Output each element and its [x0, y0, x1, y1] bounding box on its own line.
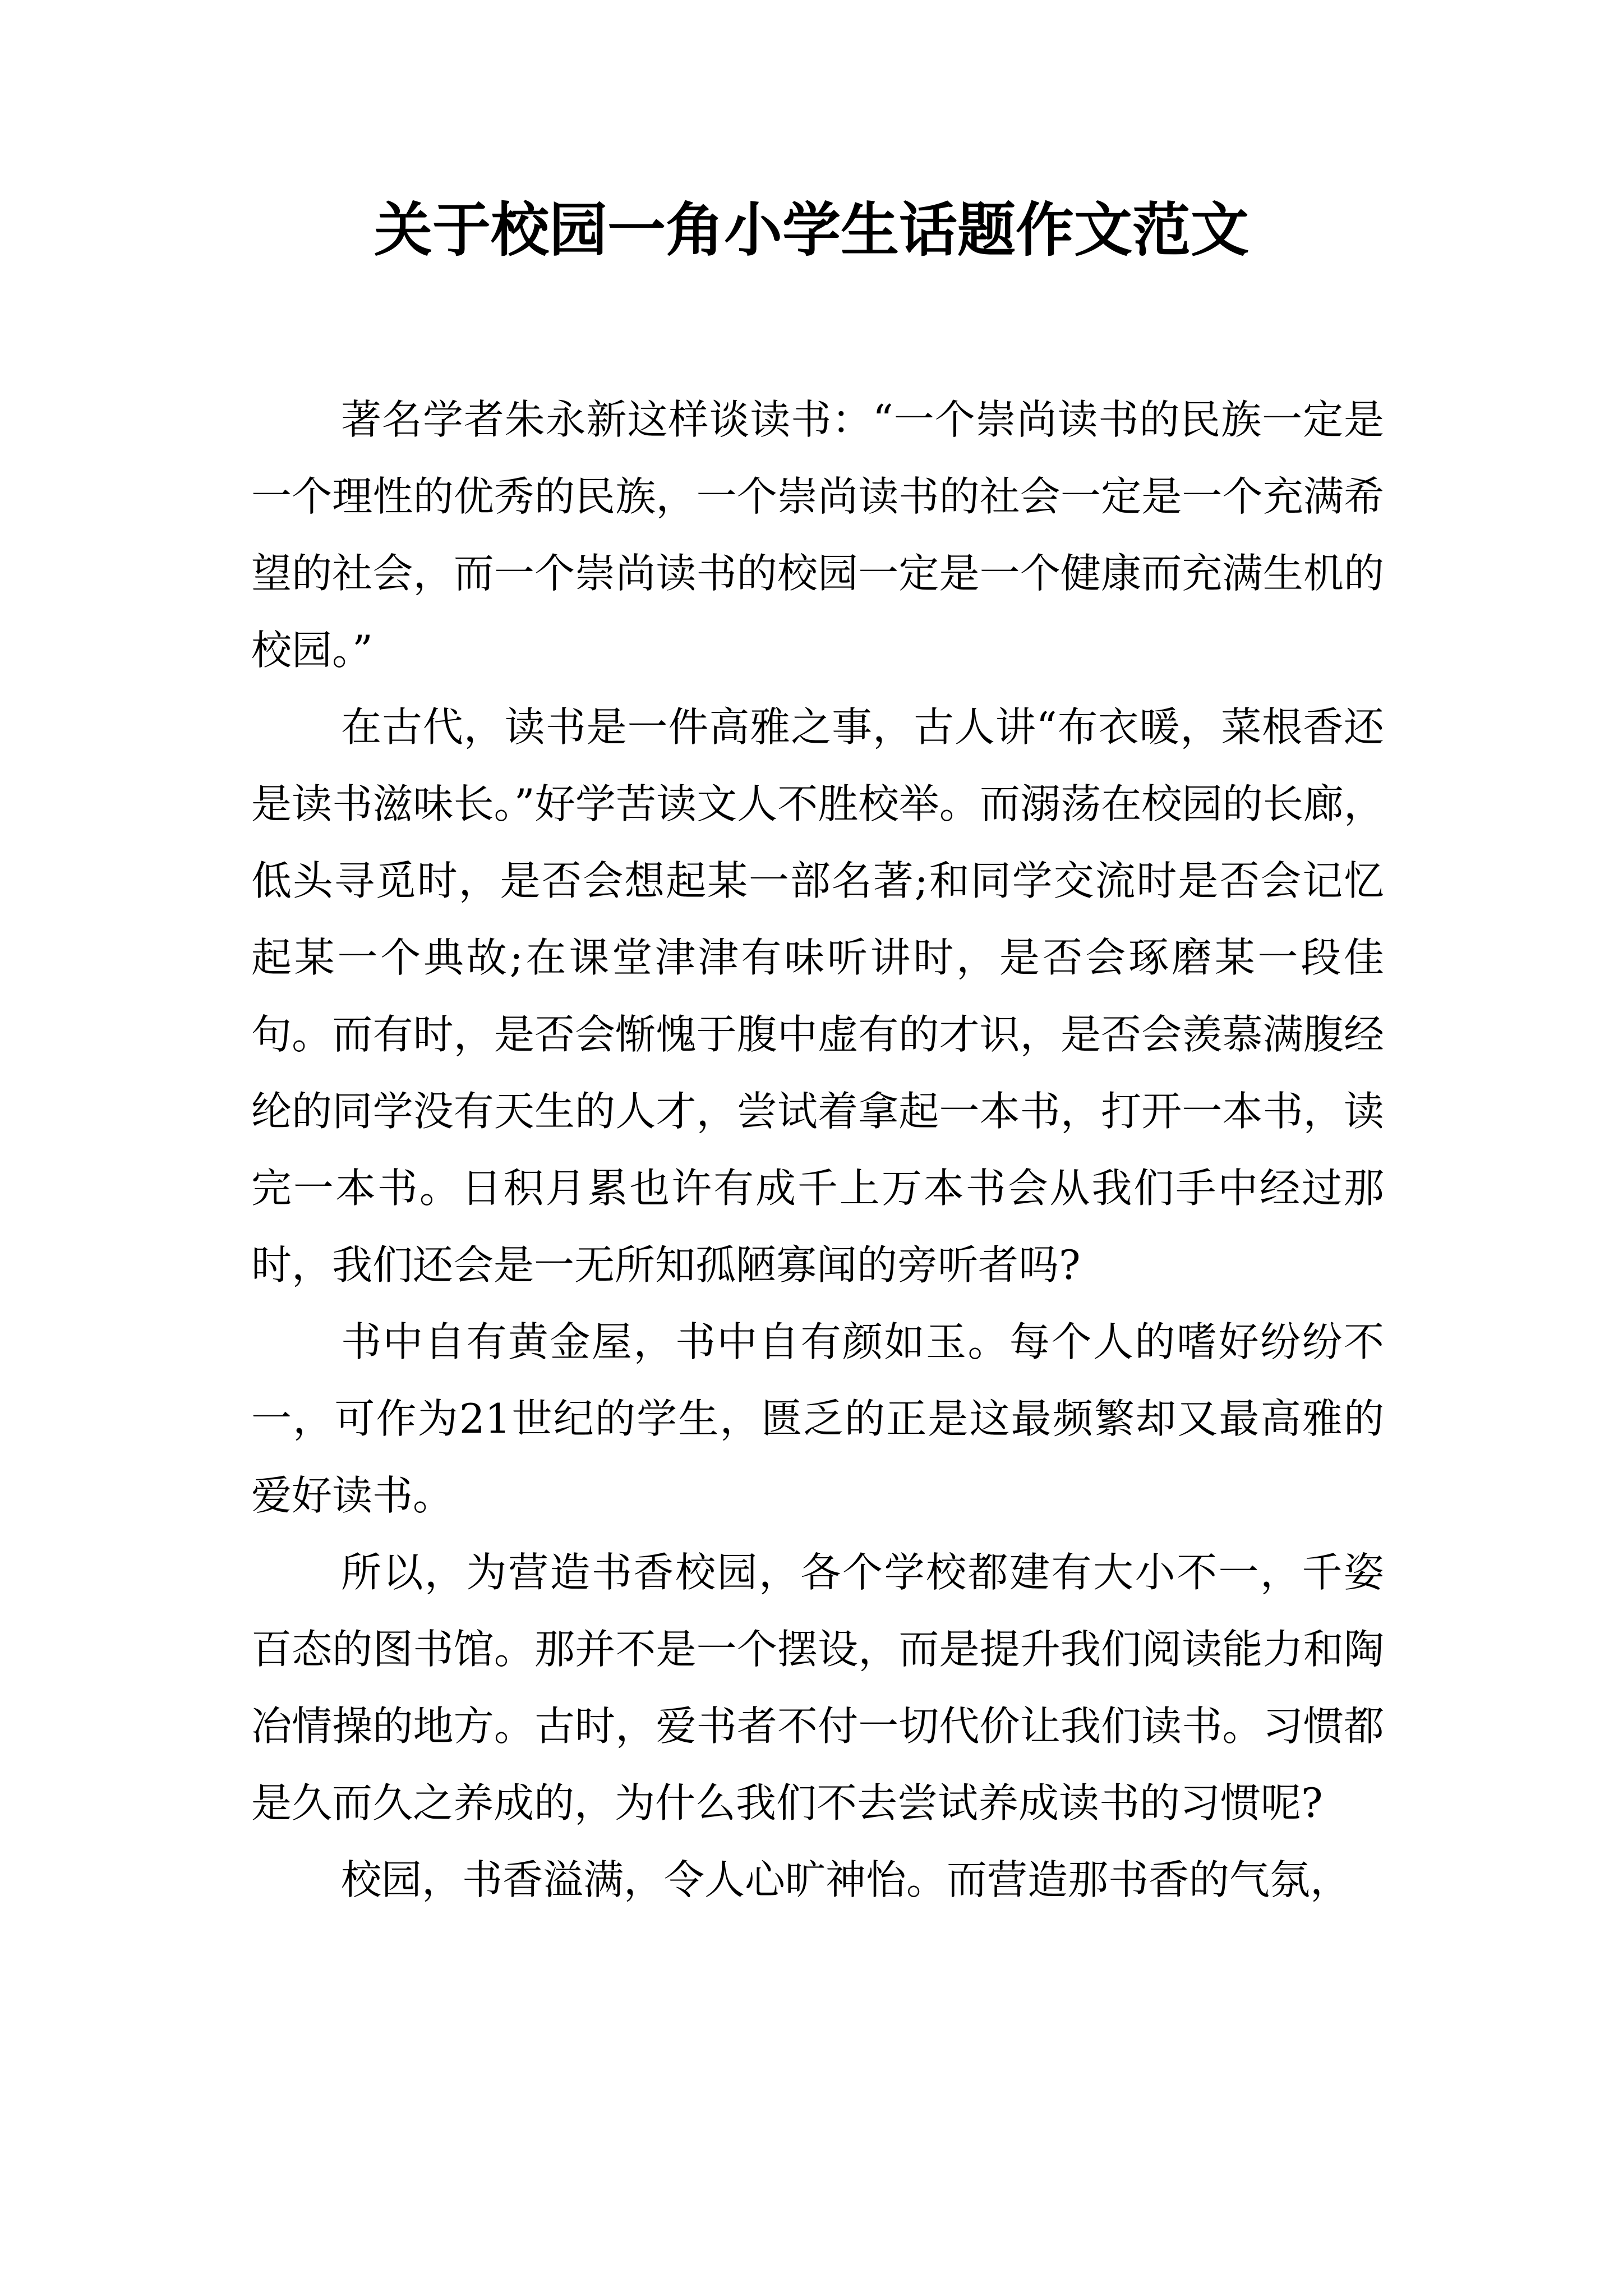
document-title: 关于校园一角小学生话题作文范文 — [374, 196, 1249, 264]
document-body — [251, 381, 1384, 1918]
paragraph-1: 著名学者朱永新这样谈读书：“一个崇尚读书的民族一定是一个理性的优秀的民族，一个崇尚读书的社会一定是一个充满希望的社会，而一个崇尚读书的校园一定是一个健康而充满生机的校园。” — [251, 396, 1384, 674]
paragraph-2: 在古代，读书是一件高雅之事，古人讲“布衣暖，菜根香还是读书滋味长。”好学苦读文人不胜校举。而溺荡在校园的长廊，低头寻觅时，是否会想起某一部名著;和同学交流时是否会记忆起某一个典故;在课堂津津有味听讲时，是否会琢磨某一段佳句。而有时，是否会惭愧于腹中虚有的才识，是否会羡慕满腹经纶的同学没有天生的人才，尝试着拿起一本书，打开一本书，读完一本书。日积月累也许有成千上万本书会从我们手中经过那时，我们还会是一无所知孤陋寡闻的旁听者吗? — [251, 703, 1384, 1289]
paragraph-4: 所以，为营造书香校园，各个学校都建有大小不一，千姿百态的图书馆。那并不是一个摆设，而是提升我们阅读能力和陶冶情操的地方。古时，爱书者不付一切代价让我们读书。习惯都是久而久之养成的，为什么我们不去尝试养成读书的习惯呢? — [251, 1549, 1384, 1826]
paragraph-5: 校园，书香溢满，令人心旷神怡。而营造那书香的气氛， — [341, 1856, 1351, 1903]
paragraph-3: 书中自有黄金屋，书中自有颜如玉。每个人的嗜好纷纷不一，可作为21世纪的学生，匮乏的正是这最频繁却又最高雅的爱好读书。 — [251, 1318, 1384, 1519]
